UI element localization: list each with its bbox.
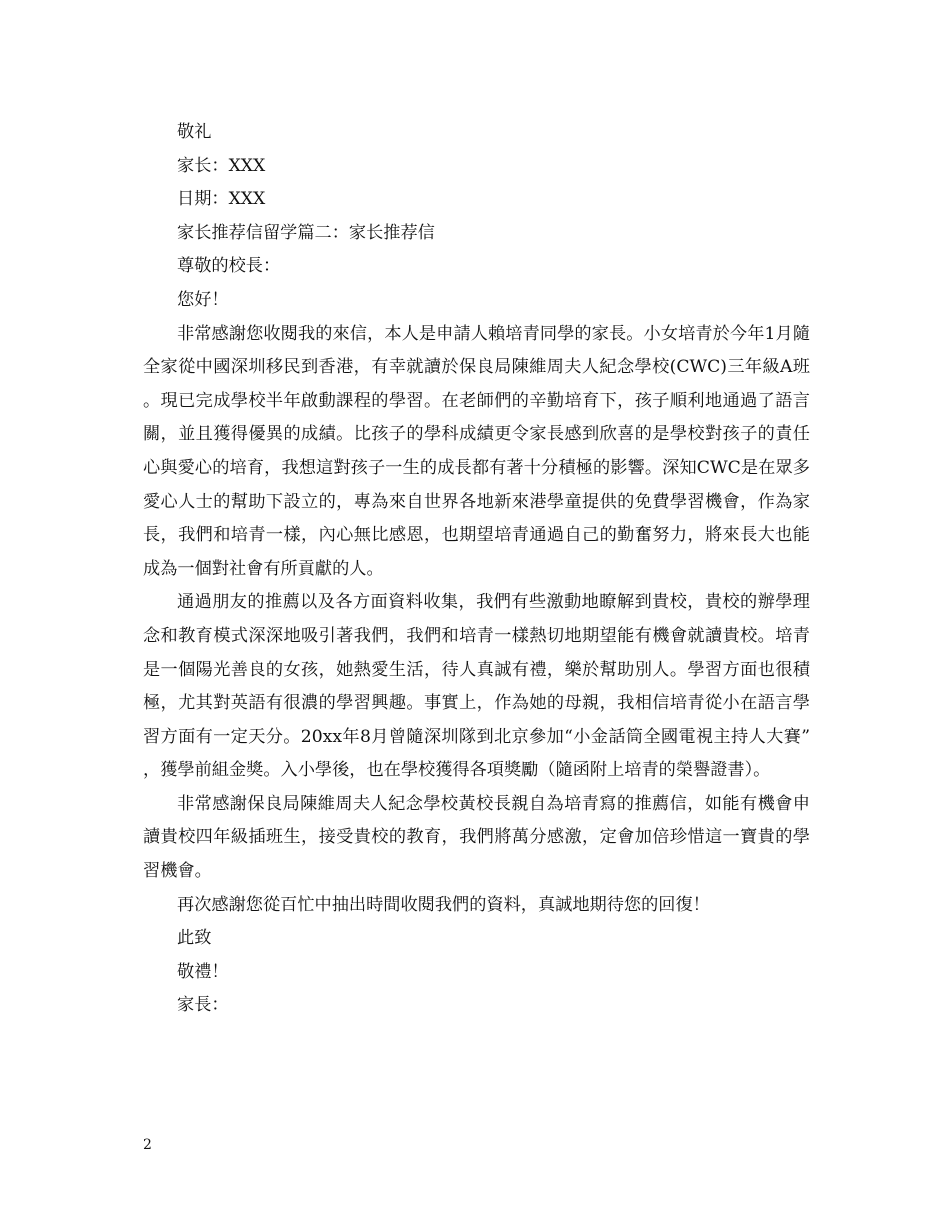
paragraph: 非常感謝您收閱我的來信，本人是申請人賴培青同學的家長。小女培青於今年1月隨全家從中國深圳移民到香港，有幸就讀於保良局陳維周夫人紀念學校(CWC)三年級A班。現已完成學校半年啟動課程的學習。在老師們的辛勤培育下，孩子順利地通過了語言關，並且獲得優異的成績。比孩子的學科成績更令家長感到欣喜的是學校對孩子的責任心與愛心的培育，我想這對孩子一生的成長都有著十分積極的影響。深知CWC是在眾多愛心人士的幫助下設立的，專為來自世界各地新來港學童提供的免費學習機會，作為家長，我們和培青一樣，內心無比感恩，也期望培青通過自己的勤奮努力，將來長大也能成為一個對社會有所貢獻的人。 (143, 323, 810, 579)
respect-line: 敬禮！ (177, 961, 229, 982)
page-number: 2 (143, 1137, 152, 1153)
closing-phrase: 此致 (177, 928, 212, 949)
salutation-line: 尊敬的校長： (177, 256, 281, 277)
parent-line: 家长：XXX (177, 155, 266, 176)
date-line: 日期：XXX (177, 189, 266, 210)
closing-line: 敬礼 (177, 122, 212, 142)
section-heading: 家长推荐信留学篇二：家长推荐信 (177, 222, 435, 243)
paragraph: 再次感謝您從百忙中抽出時間收閱我們的資料，真誠地期待您的回復！ (177, 894, 710, 915)
greeting-line: 您好！ (177, 289, 229, 310)
paragraph: 通過朋友的推薦以及各方面資料收集，我們有些激動地瞭解到貴校，貴校的辦學理念和教育模式深深地吸引著我們，我們和培青一樣熱切地期望能有機會就讀貴校。培青是一個陽光善良的女孩，她熱愛生活，待人真誠有禮，樂於幫助別人。學習方面也很積極，尤其對英語有很濃的學習興趣。事實上，作為她的母親，我相信培青從小在語言學習方面有一定天分。20xx年8月曾隨深圳隊到北京參加“小金話筒全國電視主持人大賽”，獲學前組金獎。入小學後，也在學校獲得各項獎勵（隨函附上培青的榮譽證書）。 (143, 592, 810, 781)
signature-line: 家長： (177, 995, 229, 1016)
paragraph: 非常感謝保良局陳維周夫人紀念學校黃校長親自為培青寫的推薦信，如能有機會申讀貴校四年級插班生，接受貴校的教育，我們將萬分感激，定會加倍珍惜這一寶貴的學習機會。 (143, 793, 810, 882)
letter-body (143, 116, 810, 1023)
